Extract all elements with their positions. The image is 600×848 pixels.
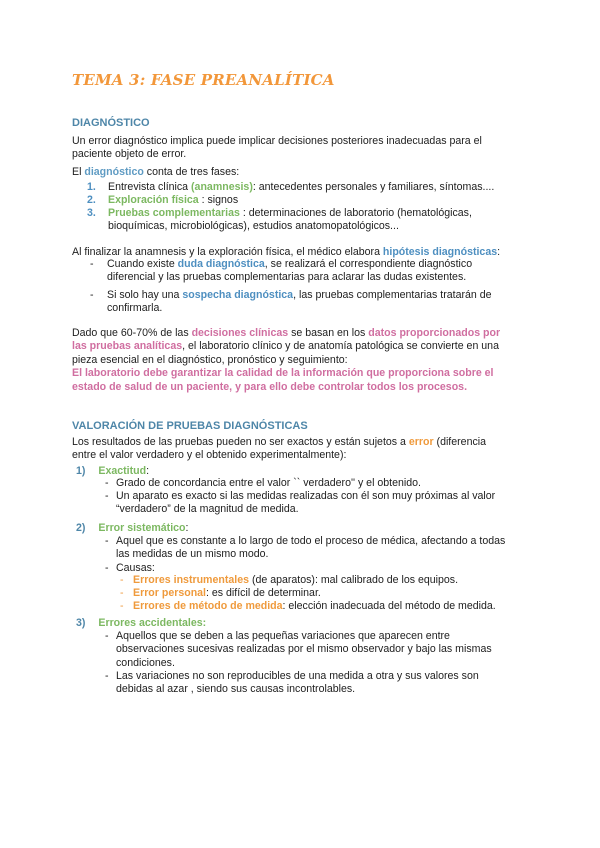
intro-line: paciente objeto de error. [72, 148, 187, 161]
fases-line: El diagnóstico conta de tres fases: [72, 166, 240, 178]
item-error-sistematico: 2) Error sistemático: [76, 522, 189, 534]
section-heading-diagnostico: DIAGNÓSTICO [72, 117, 150, 129]
exactitud-bullets: - Grado de concordancia entre el valor `` verdadero'' y el obtenido. - Un aparato es exacto si las medidas realizadas con él son muy próximas al valor “verdadero” de la magnitud de medida. [105, 477, 496, 516]
valoracion-intro: Los resultados de las pruebas pueden no ser exactos y están sujetos a error (diferencia entre el valor verdadero y el obtenido experimentalmente): [72, 436, 486, 462]
hipotesis-bullets: - Cuando existe duda diagnóstica, se realizará el correspondiente diagnóstico diferencial y las pruebas complementarias para aclarar las dudas existentes. - Si solo hay una sospecha diagnóstica, las pruebas complementarias tratarán de confirmarla. [90, 258, 492, 315]
highlight-term: hipótesis diagnósticas [382, 246, 498, 258]
accidentales-bullets: - Aquellos que se deben a las pequeñas variaciones que aparecen entre observaciones sucesivas realizadas por el mismo observador y bajo las mismas condiciones. - Las variaciones no son reproducibles de una medida a otra y sus valores son debidas al azar , siendo sus causas incontrolables. [105, 630, 492, 696]
highlight-sentence: estado de salud de un paciente, y para ello debe controlar todos los procesos. [72, 380, 468, 393]
intro-line: Un error diagnóstico implica puede implicar decisiones posteriores inadecuadas para el [72, 135, 482, 147]
highlight-term: diagnóstico [84, 166, 144, 178]
item-exactitud: 1) Exactitud: [76, 465, 150, 477]
hipotesis-line: Al finalizar la anamnesis y la exploración física, el médico elabora hipótesis diagnósticas: [72, 246, 501, 258]
item-errores-accidentales: 3) Errores accidentales: [76, 617, 207, 629]
causas-list: - Errores instrumentales (de aparatos): mal calibrado de los equipos. - Error personal: es difícil de determinar. - Errores de método de medida: elección inadecuada del método de medida. [120, 574, 496, 612]
section-heading-valoracion: VALORACIÓN DE PRUEBAS DIAGNÓSTICAS [72, 420, 308, 432]
dado-paragraph: Dado que 60-70% de las decisiones clínicas se basan en los datos proporcionados por las pruebas analíticas, el laboratorio clínico y de anatomía patológica se convierte en una pieza esencial en el diagnóstico, pronóstico y seguimiento: El laboratorio debe garantizar la calidad de la información que proporciona sobre el estado de salud de un paciente, y para ello debe controlar todos los procesos. [72, 327, 542, 394]
fases-list: 1. Entrevista clínica (anamnesis): antecedentes personales y familiares, síntomas.... 2. Exploración física : signos 3. Pruebas complementarias : determinaciones de laboratorio (hematológicas, bioquímicas, microbiológicas), estudios anatomopatológicos... [87, 181, 495, 232]
highlight-sentence: El laboratorio debe garantizar la calidad de la información que proporciona sobre el [72, 367, 494, 380]
sistematico-bullets: - Aquel que es constante a lo largo de todo el proceso de médica, afectando a todas las medidas de un mismo modo. - Causas: [105, 535, 506, 574]
page-title: TEMA 3: FASE PREANALÍTICA [72, 71, 335, 89]
intro-paragraph [72, 135, 532, 162]
